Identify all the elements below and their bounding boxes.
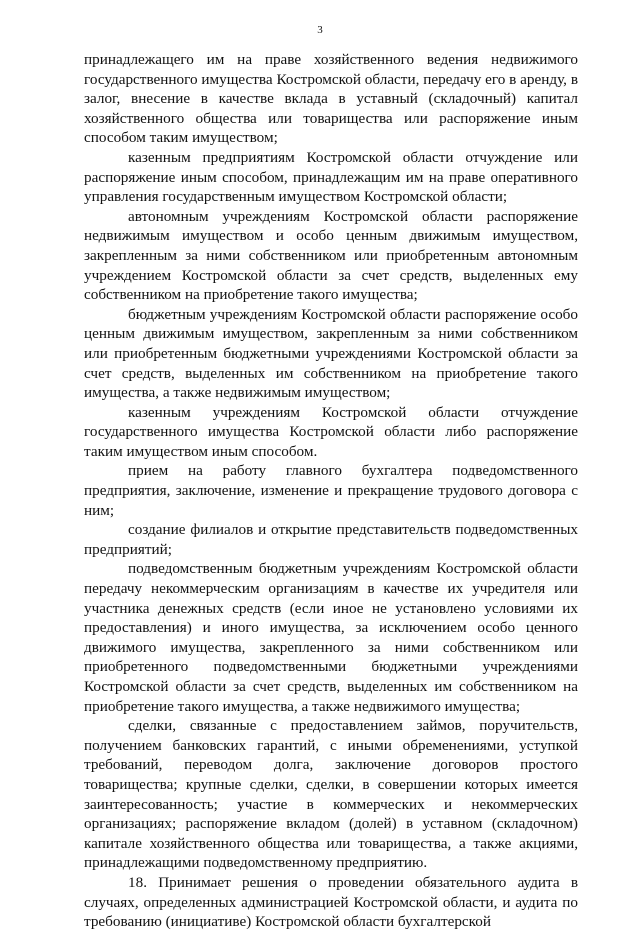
paragraph-item-18-audit: 18. Принимает решения о проведении обязательного аудита в случаях, определенных администрацией Костромской области, и аудита по требованию (инициативе) Костромской области бухгалтерской	[84, 873, 578, 931]
page-number: 3	[317, 24, 323, 36]
paragraph-transactions: сделки, связанные с предоставлением займов, поручительств, получением банковских гарантий, с иными обременениями, уступкой требований, переводом долга, заключение договоров простого товарищества; крупные сделки, сделки, в совершении которых имеется заинтересованность; участие в коммерческих и некоммерческих организациях; распоряжение вкладом (долей) в уставном (складочном) капитале хозяйственного общества или товарищества, а также акциями, принадлежащими подведомственному предприятию.	[84, 717, 578, 872]
paragraph-chief-accountant: прием на работу главного бухгалтера подведомственного предприятия, заключение, изменение и прекращение трудового договора с ним;	[84, 462, 578, 519]
paragraph-autonomous-institutions: автономным учреждениям Костромской области распоряжение недвижимым имуществом и особо ценным движимым имуществом, закрепленным за ними собственником или приобретенным автономным учреждением Костромской области за счет средств, выделенных ему собственником на приобретение такого имущества;	[84, 207, 578, 304]
document-body	[84, 50, 578, 932]
paragraph-nonprofit-transfer: подведомственным бюджетным учреждениям Костромской области передачу некоммерческим организациям в качестве их учредителя или участника денежных средств (если иное не установлено условиями их предоставления) и иного имущества, за исключением особо ценного движимого имущества, закрепленного за ними собственником или приобретенного подведомственными бюджетными учреждениями Костромской области за счет средств, выделенных им собственником на приобретение такого имущества, а также недвижимого имущества;	[84, 560, 578, 715]
paragraph-budget-institutions: бюджетным учреждениям Костромской области распоряжение особо ценным движимым имуществом, закрепленным за ними собственником или приобретенным бюджетными учреждениями Костромской области за счет средств, выделенных им собственником на приобретение такого имущества, а также недвижимым имуществом;	[84, 305, 578, 402]
paragraph-continuation: принадлежащего им на праве хозяйственного ведения недвижимого государственного имущества Костромской области, передачу его в аренду, в залог, внесение в качестве вклада в уставный (складочный) капитал хозяйственного общества или товарищества или распоряжение иным способом таким имуществом;	[84, 51, 578, 147]
paragraph-branches: создание филиалов и открытие представительств подведомственных предприятий;	[84, 521, 578, 558]
paragraph-state-institutions: казенным учреждениям Костромской области отчуждение государственного имущества Костромской области либо распоряжение таким имуществом иным способом.	[84, 403, 578, 460]
paragraph-state-enterprises: казенным предприятиям Костромской области отчуждение или распоряжение иным способом, принадлежащим им на праве оперативного управления государственным имуществом Костромской области;	[84, 148, 578, 206]
